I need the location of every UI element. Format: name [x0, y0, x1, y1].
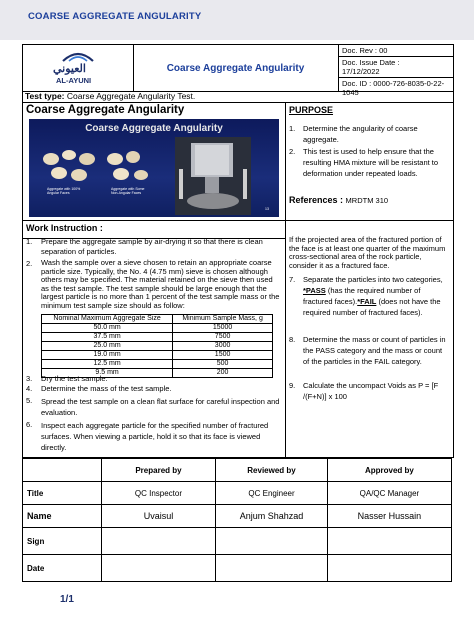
- date-cell[interactable]: [327, 555, 451, 582]
- document-title: COARSE AGGREGATE ANGULARITY: [28, 11, 202, 22]
- references: [289, 195, 388, 205]
- references-value: MRDTM 310: [345, 196, 389, 205]
- table-row: 25.0 mm 3000: [42, 342, 273, 351]
- table-row: 9.5 mm 200: [42, 369, 273, 378]
- purpose-item: 2. This test is used to help ensure that the resulting HMA mixture will be resistant to deformation under repeated loads.: [289, 147, 439, 178]
- purpose-panel: [286, 103, 453, 220]
- page-number: 1/1: [60, 594, 74, 605]
- top-bar: [0, 0, 474, 40]
- table-row: Sign: [23, 528, 452, 555]
- table-row: 12.5 mm 500: [42, 360, 273, 369]
- test-photo: [29, 119, 279, 217]
- purpose-item: 1. Determine the angularity of coarse aggregate.: [289, 124, 418, 144]
- work-step: 6. Inspect each aggregate particle for the specified number of fractured surfaces. When viewing a particle, hold it so that its face is viewed directly.: [26, 420, 269, 452]
- doc-rev: Doc. Rev : 00: [339, 45, 453, 57]
- test-type-value: Coarse Aggregate Angularity Test.: [66, 91, 196, 101]
- sieve-table: [41, 314, 273, 378]
- references-label: References :: [289, 195, 344, 205]
- table-row: Title QC Inspector QC Engineer QA/QC Manager: [23, 482, 452, 505]
- logo: [23, 45, 134, 91]
- table-row: Name Uvaisul Anjum Shahzad Nasser Hussain: [23, 505, 452, 528]
- header-title: Coarse Aggregate Angularity: [133, 45, 339, 91]
- photo-slide-no: 13: [265, 207, 269, 211]
- logo-english-text: AL-AYUNI: [56, 76, 92, 85]
- date-cell[interactable]: [216, 555, 328, 582]
- work-step: 9. Calculate the uncompact Voids as P = [F /(F+N)] x 100: [289, 381, 439, 401]
- date-cell[interactable]: [101, 555, 215, 582]
- doc-id: Doc. ID : 0000-726-8035-0-22-1045: [342, 79, 445, 97]
- work-left-column: [23, 221, 286, 457]
- approval-table: [22, 458, 452, 582]
- sign-cell[interactable]: [327, 528, 451, 555]
- fractured-face-note: If the projected area of the fractured portion of the face is at least one quarter of the maximum cross-sectional area of the rock particle, consider it as a fractured face.: [289, 235, 446, 270]
- approval-header-row: Prepared by Reviewed by Approved by: [23, 459, 452, 482]
- doc-issue-date: Doc. Issue Date : 17/12/2022: [339, 57, 453, 78]
- photo-title: Coarse Aggregate Angularity: [85, 123, 223, 134]
- table-row: 19.0 mm 1500: [42, 351, 273, 360]
- sign-cell[interactable]: [216, 528, 328, 555]
- photo-caption-mid: Aggregate with Some Non-Angular Faces: [111, 187, 145, 195]
- sieve-table-header: Nominal Maximum Aggregate Size Minimum Sample Mass, g: [42, 315, 273, 324]
- work-step: 1. Prepare the aggregate sample by air-drying it so that there is clean separation of particles.: [26, 237, 263, 256]
- table-row: 50.0 mm 15000: [42, 324, 273, 333]
- work-step: 3. Dry the test sample.: [26, 374, 108, 383]
- work-right-column: [286, 221, 453, 457]
- work-step: 2. Wash the sample over a sieve chosen to retain an appropriate coarse particle size. Typically, the No. 4 (4.75 mm) sieve is chosen although others may be specified. The material retained on the sieve then used as the test sample. The test sample should be large enough that the largest particle is no more than 1 percent of the test sample mass or the minimum test sample size should as follow:: [26, 258, 280, 310]
- work-step: 5. Spread the test sample on a clean flat surface for careful inspection and evaluation.: [26, 396, 280, 417]
- work-instruction-heading: Work Instruction :: [23, 221, 285, 239]
- image-panel: [23, 103, 286, 220]
- table-row: 37.5 mm 7500: [42, 333, 273, 342]
- overview-section: [22, 103, 454, 221]
- work-instruction-section: [22, 220, 454, 458]
- sign-cell[interactable]: [101, 528, 215, 555]
- aggregate-photo-illustration: [29, 119, 279, 217]
- work-step: 4. Determine the mass of the test sample.: [26, 384, 172, 393]
- work-step: 8. Determine the mass or count of particles in the PASS category and the mass or count of the particles in the FAIL category.: [289, 335, 446, 366]
- logo-arabic-text: العيوني: [53, 63, 86, 75]
- test-type-label: Test type:: [25, 91, 65, 101]
- test-type-row: [22, 90, 454, 103]
- purpose-heading: PURPOSE: [289, 105, 334, 115]
- table-row: Date: [23, 555, 452, 582]
- doc-info: [339, 45, 453, 97]
- photo-caption-left: Aggregate with 100% Angular Faces: [47, 187, 81, 195]
- work-step: 7. Separate the particles into two categories, *PASS (has the required number of fractured faces).*FAIL (does not have the required number of fractured faces).: [289, 275, 443, 317]
- image-caption: Coarse Aggregate Angularity: [26, 104, 185, 116]
